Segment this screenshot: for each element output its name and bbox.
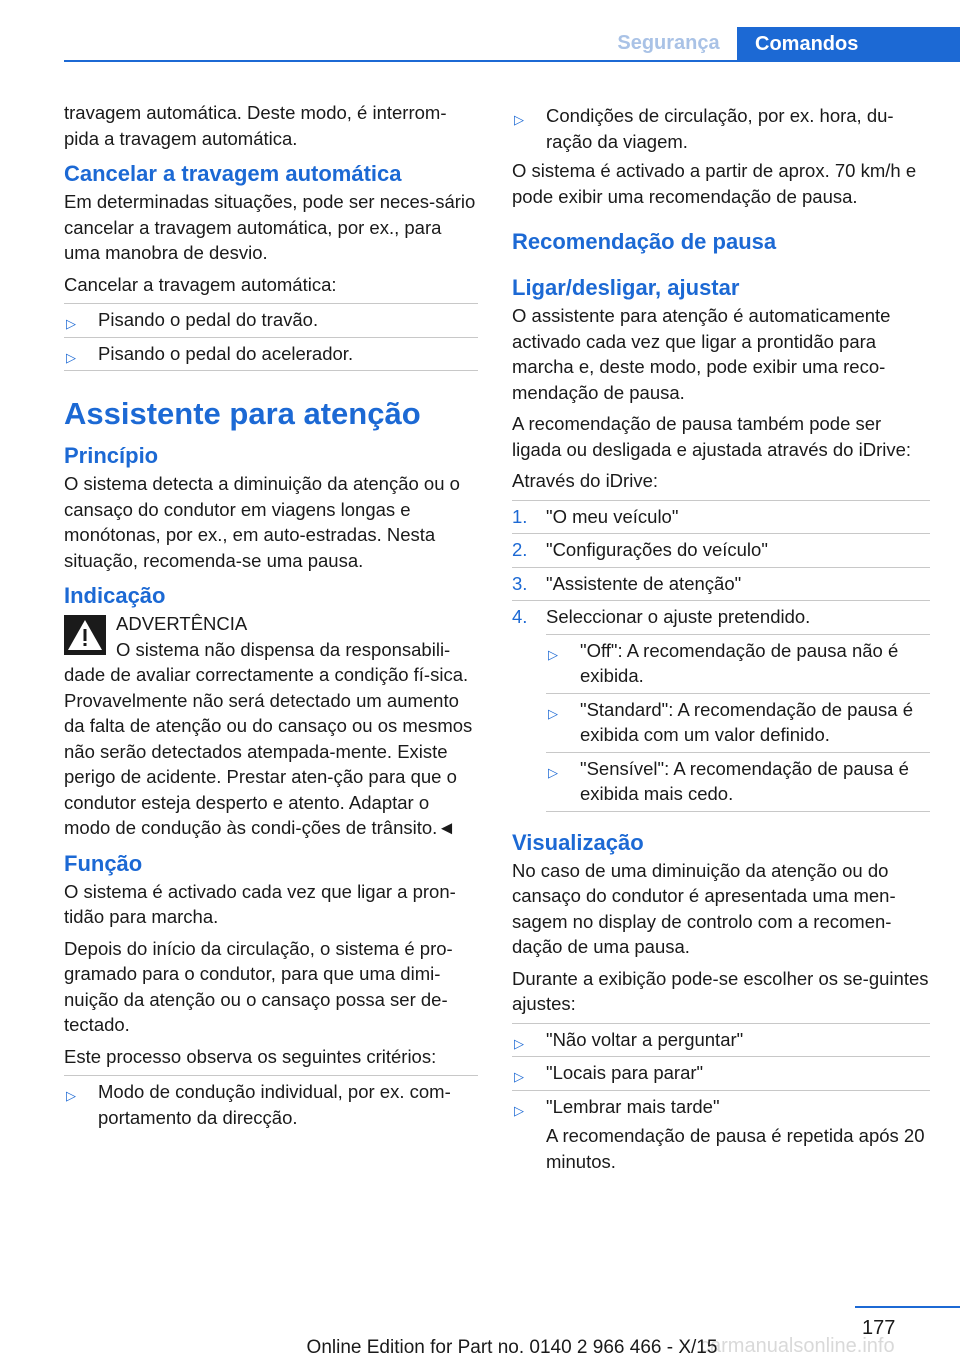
list-item (546, 752, 930, 812)
list-item-text: Pisando o pedal do acelerador. (98, 342, 354, 364)
display-options-list (512, 1023, 930, 1124)
tab-comandos[interactable]: Comandos (737, 27, 960, 62)
paragraph: O sistema é activado cada vez que ligar a pron‐tidão para marcha. (64, 880, 456, 927)
paragraph: O assistente para atenção é automaticamente activado cada vez que ligar a prontidão para marcha e, deste modo, pode exibir uma reco‐mendação de pausa. (512, 305, 891, 403)
triangle-bullet-icon: ▷ (66, 349, 76, 365)
step-item (512, 600, 930, 634)
criteria-list (64, 1075, 478, 1134)
list-item-text: "Não voltar a perguntar" (546, 1028, 744, 1050)
triangle-bullet-icon: ▷ (548, 705, 558, 721)
criteria-list-continued (512, 100, 930, 158)
paragraph: Cancelar a travagem automática: (64, 273, 337, 295)
triangle-bullet-icon: ▷ (514, 1102, 524, 1118)
list-item-text: "Off": A recomendação de pausa não é exibida. (580, 639, 899, 686)
triangle-bullet-icon: ▷ (548, 764, 558, 780)
remind-later-note: A recomendação de pausa é repetida após 20 minutos. (546, 1125, 925, 1172)
triangle-bullet-icon: ▷ (514, 112, 524, 127)
triangle-bullet-icon: ▷ (548, 646, 558, 662)
warning-icon (64, 615, 106, 655)
page-number: 177 (862, 1317, 896, 1339)
step-number: 1. (512, 505, 528, 527)
paragraph: Este processo observa os seguintes critérios: (64, 1045, 437, 1067)
list-item (546, 634, 930, 693)
list-item (64, 303, 478, 337)
header-rule (64, 60, 960, 62)
heading-switch-adjust: Ligar/desligar, ajustar (512, 275, 740, 300)
step-item (512, 500, 930, 534)
footer-rule (855, 1306, 960, 1308)
list-item (64, 1075, 478, 1134)
paragraph: Através do iDrive: (512, 470, 658, 491)
paragraph: No caso de uma diminuição da atenção ou do cansaço do condutor é apresentada uma men‐sagem no display de controlo com a recomen‐dação de uma pausa. (512, 859, 896, 957)
list-item (64, 337, 478, 372)
paragraph: O sistema é activado a partir de aprox. 70 km/h e pode exibir uma recomendação de pausa. (512, 160, 917, 207)
paragraph: Depois do início da circulação, o sistema é pro‐gramado para o condutor, para que uma dimi‐nuição da atenção ou o cansaço possa ser de‐tectado. (64, 937, 453, 1035)
list-item-text: "Locais para parar" (546, 1062, 704, 1083)
step-item (512, 533, 930, 567)
paragraph: A recomendação de pausa também pode ser ligada ou desligada e ajustada através do iDrive: (512, 413, 912, 460)
edition-footer: Online Edition for Part no. 0140 2 966 466 - X/15 (306, 1337, 718, 1358)
triangle-bullet-icon: ▷ (66, 316, 76, 331)
list-item (512, 1056, 930, 1090)
step-text: Seleccionar o ajuste pretendido. (546, 606, 811, 627)
step-number: 2. (512, 539, 528, 560)
list-item-text: Condições de circulação, por ex. hora, du‐ração da viagem. (546, 105, 894, 152)
triangle-bullet-icon: ▷ (514, 1069, 524, 1084)
heading-function: Função (64, 850, 143, 876)
warning-title: ADVERTÊNCIA (116, 613, 248, 634)
tab-seguranca[interactable]: Segurança (617, 32, 720, 54)
step-number: 4. (512, 606, 528, 627)
warning-block (64, 611, 478, 841)
setting-options-list (546, 634, 930, 812)
step-text: "O meu veículo" (546, 505, 679, 527)
triangle-bullet-icon: ▷ (66, 1088, 76, 1103)
step-text: "Assistente de atenção" (546, 572, 742, 594)
cancel-list (64, 303, 478, 371)
step-number: 3. (512, 572, 528, 594)
list-item-text: Pisando o pedal do travão. (98, 309, 319, 330)
watermark: carmanualsonline.info (700, 1335, 895, 1357)
heading-cancel-braking: Cancelar a travagem automática (64, 161, 402, 186)
list-item (512, 1023, 930, 1057)
idrive-steps (512, 500, 930, 634)
heading-principle: Princípio (64, 443, 159, 468)
list-item (512, 100, 930, 158)
heading-attention-assistant: Assistente para atenção (64, 396, 421, 431)
right-column (512, 100, 930, 1174)
left-column (64, 100, 478, 1134)
list-item-text: "Lembrar mais tarde" (546, 1095, 720, 1117)
list-item-text: "Sensível": A recomendação de pausa é exibida mais cedo. (580, 757, 909, 804)
triangle-bullet-icon: ▷ (514, 1035, 524, 1051)
warning-text: O sistema não dispensa da responsabili‐dade de avaliar correctamente a condição fí‐sica. Provavelmente não será detectado um aumento da falta de atenção ou do cansaço ou os mesmos não serão detectados atempada‐mente. Existe perigo de acidente. Prestar aten‐ção para que o condutor esteja desperto e atento. Adaptar o modo de condução às condi‐ções de trânsito.◄ (64, 638, 473, 838)
step-item (512, 567, 930, 601)
paragraph: Durante a exibição pode-se escolher os se‐guintes ajustes: (512, 967, 929, 1014)
heading-display: Visualização (512, 829, 644, 855)
paragraph: Em determinadas situações, pode ser neces‐sário cancelar a travagem automática, por ex., para uma manobra de desvio. (64, 191, 476, 263)
paragraph: travagem automática. Deste modo, é interrom‐pida a travagem automática. (64, 102, 447, 149)
list-item (512, 1090, 930, 1124)
step-text: "Configurações do veículo" (546, 539, 768, 560)
heading-pause-recommendation: Recomendação de pausa (512, 229, 777, 254)
heading-indication: Indicação (64, 583, 166, 608)
list-item-text: "Standard": A recomendação de pausa é exibida com um valor definido. (580, 698, 914, 745)
paragraph: O sistema detecta a diminuição da atenção ou o cansaço do condutor em viagens longas e monótonas, por ex., em auto-estradas. Nesta situação, recomenda-se uma pausa. (64, 473, 460, 571)
list-item-text: Modo de condução individual, por ex. com‐portamento da direcção. (98, 1081, 451, 1128)
list-item (546, 693, 930, 752)
